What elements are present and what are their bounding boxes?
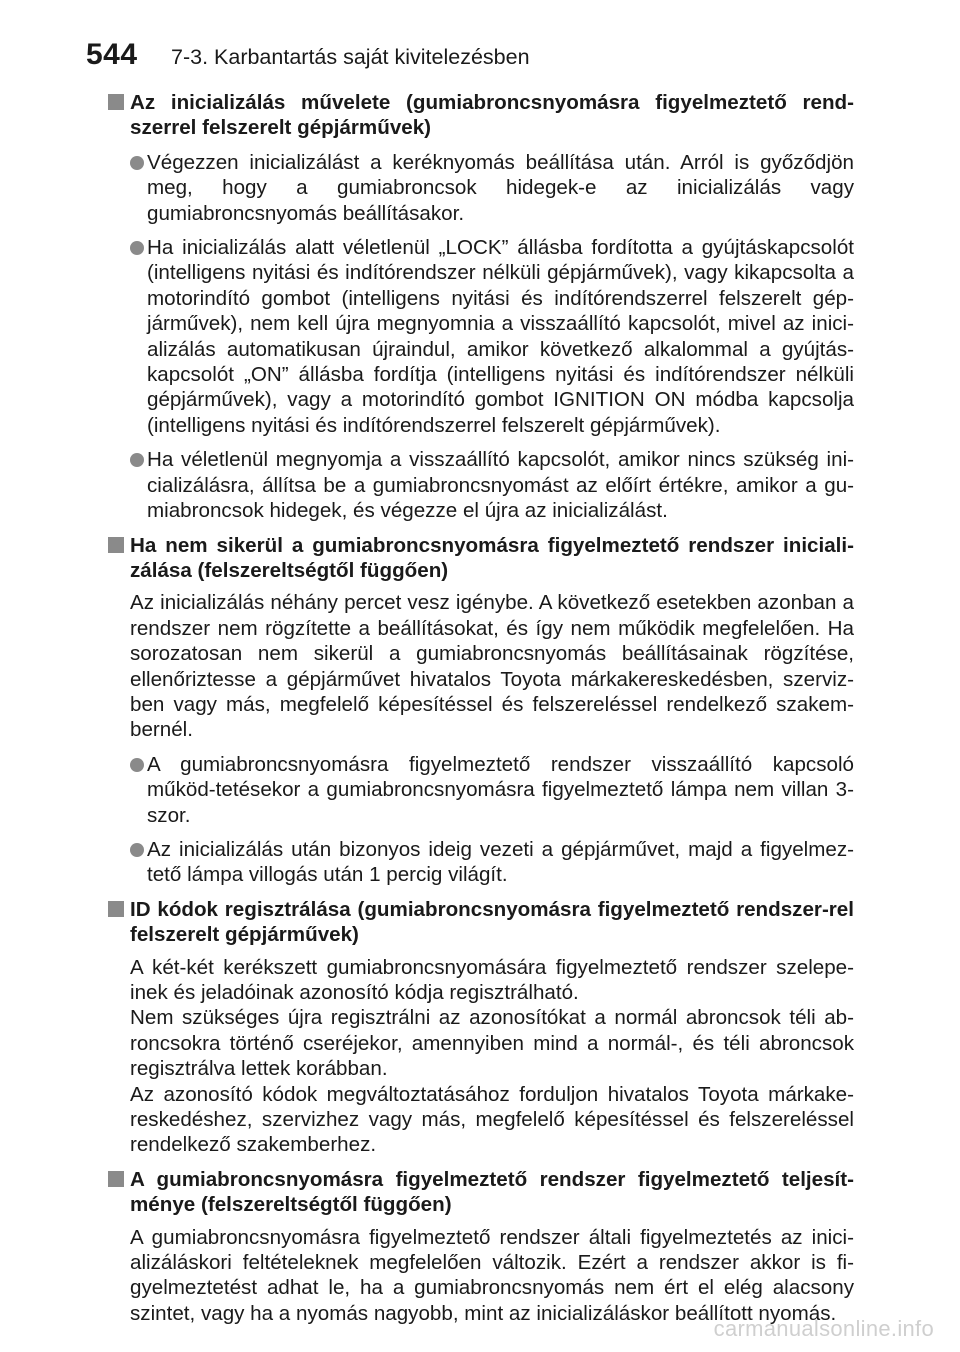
bullet-item <box>130 447 854 523</box>
section-square-icon <box>108 537 124 553</box>
section-init-failure <box>108 533 854 888</box>
bullet-text: A gumiabroncsnyomásra figyelmeztető rendszer visszaállító kapcsoló működ-tetésekor a gumiabroncsnyomásra figyelmeztető lámpa nem villan 3-szor. <box>147 752 854 827</box>
section-title: A gumiabroncsnyomásra figyelmeztető rendszer figyelmeztető teljesít-ménye (felszereltségtől függően) <box>130 1167 854 1217</box>
bullet-text: Ha inicializálás alatt véletlenül „LOCK” állásba fordította a gyújtáskapcsolót (intelligens nyitási és indítórendszer nélküli gépjárművek), vagy kikapcsolta a motorindító gombot (intelligens nyitási és indítórendszerrel felszerelt gép-járművek), nem kell újra megnyomnia a visszaállító kapcsolót, mivel az inici-alizálás automatikusan újraindul, amikor következő alkalommal a gyújtás-kapcsolót „ON” állásba fordítja (intelligens nyitási és indítórendszer nélküli gépjárművek), vagy a motorindító gombot IGNITION ON módba kapcsolja (intelligens nyitási és indítórendszerrel felszerelt gépjárművek). <box>147 236 854 437</box>
bullet-item <box>130 752 854 828</box>
paragraph: A két-két kerékszett gumiabroncsnyomására figyelmeztető rendszer szelepe-inek és jeladóinak azonosító kódja regisztrálható. <box>130 955 854 1004</box>
page-header <box>0 40 960 80</box>
section-title: Az inicializálás művelete (gumiabroncsnyomásra figyelmeztető rend-szerrel felszerelt gépjárművek) <box>130 91 854 140</box>
bullet-dot-icon <box>130 453 144 467</box>
bullet-item <box>130 150 854 226</box>
bullet-text: Ha véletlenül megnyomja a visszaállító kapcsolót, amikor nincs szükség ini-cializálásra, állítsa be a gumiabroncsnyomást az előírt értékre, amikor a gu-miabroncsok hidegek, és végezze el újra az inicializálást. <box>147 448 854 523</box>
paragraph: Nem szükséges újra regisztrálni az azonosítókat a normál abroncsok téli ab-roncsokra történő cseréjekor, amennyiben mind a normál-, és téli abroncsok regisztrálva lettek korábban. <box>130 1006 854 1081</box>
chapter-title: 7-3. Karbantartás saját kivitelezésben <box>171 45 530 69</box>
section-square-icon <box>108 901 124 917</box>
bullet-dot-icon <box>130 156 144 170</box>
section-id-codes <box>108 897 854 1158</box>
bullet-item <box>130 837 854 888</box>
page-content <box>108 90 854 1335</box>
paragraph: Az azonosító kódok megváltoztatásához forduljon hivatalos Toyota márkake-reskedéshez, szervizhez vagy más, megfelelő képesítéssel és felszereléssel rendelkező szakemberhez. <box>130 1082 854 1157</box>
section-square-icon <box>108 94 124 110</box>
paragraph: A gumiabroncsnyomásra figyelmeztető rendszer általi figyelmeztetés az inici-alizáláskori feltételeknek megfelelően változik. Ezért a rendszer akkor is fi-gyelmeztetést adhat le, ha a gumiabroncsnyomás nem ért el elég alacsony szintet, vagy ha a nyomás nagyobb, mint az inicializáláskor beállított nyomás. <box>130 1225 854 1325</box>
bullet-dot-icon <box>130 843 144 857</box>
section-title: Ha nem sikerül a gumiabroncsnyomásra figyelmeztető rendszer iniciali-zálása (felszereltségtől függően) <box>130 533 854 582</box>
section-square-icon <box>108 1171 124 1187</box>
bullet-item <box>130 235 854 438</box>
page-number: 544 <box>86 38 138 71</box>
bullet-dot-icon <box>130 241 144 255</box>
section-initialization <box>108 90 854 524</box>
bullet-dot-icon <box>130 758 144 772</box>
watermark: carmanualsonline.info <box>713 1316 934 1341</box>
section-warning-performance <box>108 1167 854 1326</box>
bullet-text: Az inicializálás után bizonyos ideig vezeti a gépjárművet, majd a figyelmez-tető lámpa villogás után 1 percig világít. <box>147 837 854 887</box>
paragraph: Az inicializálás néhány percet vesz igénybe. A következő esetekben azonban a rendszer nem rögzítette a beállításokat, és így nem működik megfelelően. Ha sorozatosan nem sikerül a gumiabroncsnyomás beállításainak rögzítése, ellenőriztesse a gépjárművet hivatalos Toyota márkakereskedésben, szerviz-ben vagy más, megfelelő képesítéssel és felszereléssel rendelkező szakem-bernél. <box>130 591 854 742</box>
section-title: ID kódok regisztrálása (gumiabroncsnyomásra figyelmeztető rendszer-rel felszerelt gépjárművek) <box>130 897 854 947</box>
bullet-text: Végezzen inicializálást a keréknyomás beállítása után. Arról is győződjön meg, hogy a gumiabroncsok hidegek-e az inicializálás vagy gumiabroncsnyomás beállításakor. <box>147 150 854 225</box>
